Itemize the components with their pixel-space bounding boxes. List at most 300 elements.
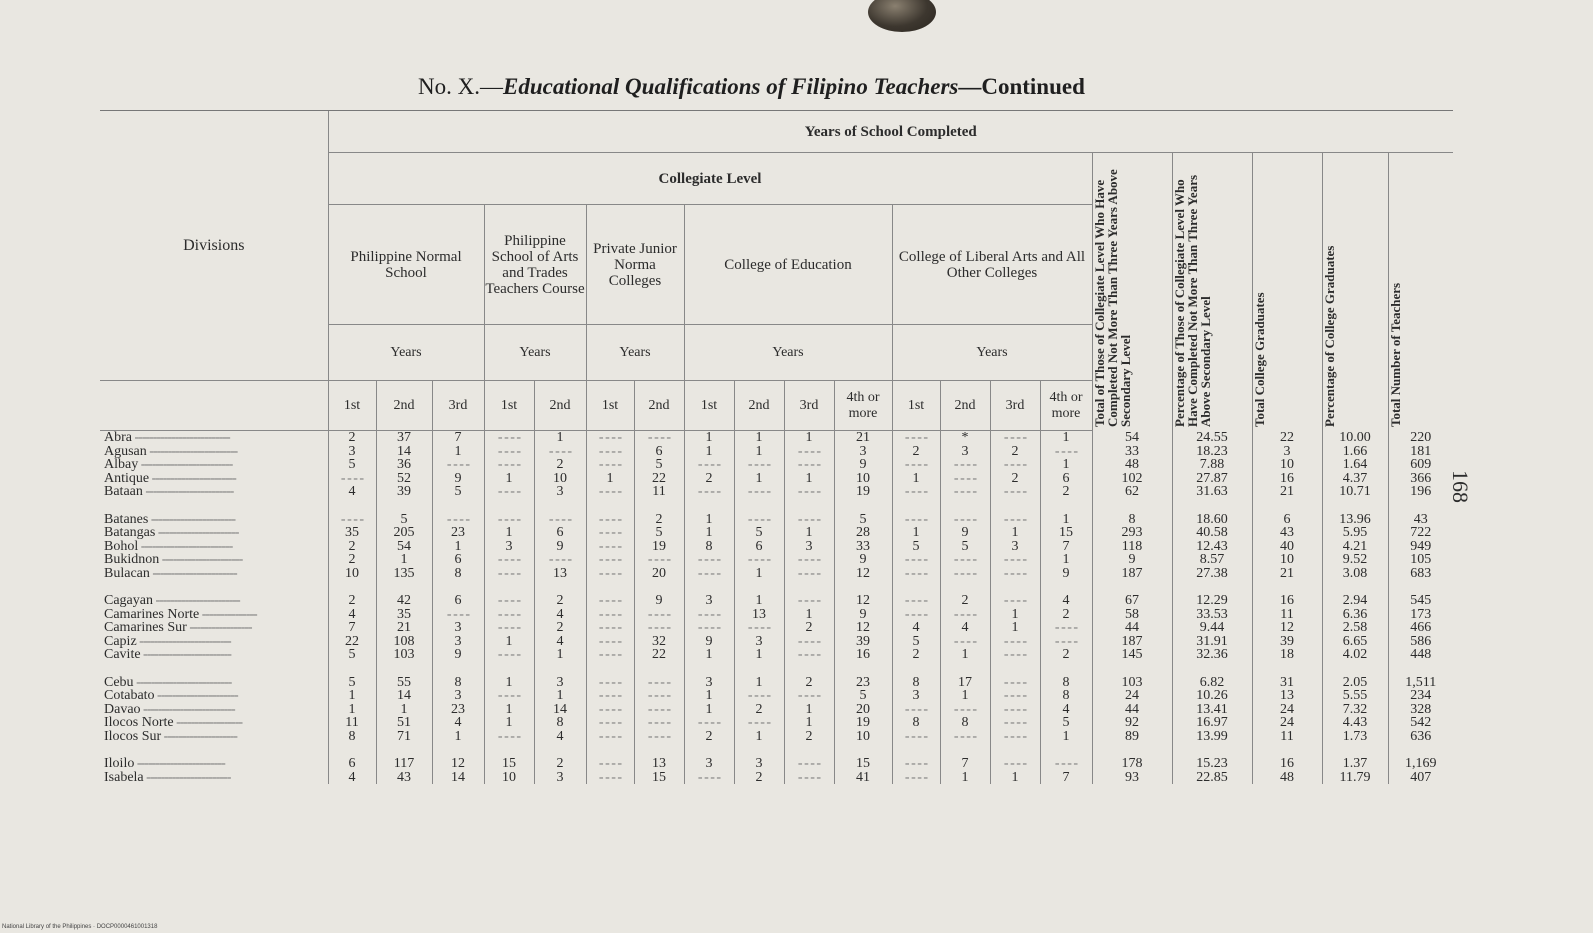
cell: 4 bbox=[328, 485, 376, 499]
leader-dots: --------------- bbox=[199, 607, 257, 621]
cell: 2 bbox=[634, 513, 684, 527]
cell: - - - - bbox=[892, 608, 940, 622]
leader-dots: ---------------------- bbox=[159, 553, 243, 567]
cell: 2.94 bbox=[1322, 594, 1388, 608]
year-cla-1: 1st bbox=[892, 381, 940, 431]
cell: 1 bbox=[328, 703, 376, 717]
gap-cell bbox=[432, 662, 484, 676]
gap-cell bbox=[990, 743, 1040, 757]
cell: - - - - bbox=[940, 567, 990, 581]
cell: - - - - bbox=[484, 553, 534, 567]
division-name: Davao ------------------------- bbox=[104, 702, 235, 716]
cell: - - - - bbox=[892, 458, 940, 472]
gap-cell bbox=[990, 662, 1040, 676]
cell: 1 bbox=[784, 608, 834, 622]
cell: 48 bbox=[1252, 771, 1322, 785]
gap-cell bbox=[586, 580, 634, 594]
cell: 5 bbox=[940, 540, 990, 554]
gap-cell bbox=[834, 499, 892, 513]
cell: 1 bbox=[376, 703, 432, 717]
cell: 4 bbox=[534, 730, 586, 744]
cell: 21 bbox=[376, 621, 432, 635]
cell: 4 bbox=[328, 608, 376, 622]
cell: - - - - bbox=[892, 485, 940, 499]
cell: 181 bbox=[1388, 445, 1453, 459]
cell: - - - - bbox=[484, 608, 534, 622]
cell: 20 bbox=[834, 703, 892, 717]
gap-cell bbox=[892, 662, 940, 676]
cell: 2 bbox=[328, 540, 376, 554]
cell: 24 bbox=[1252, 703, 1322, 717]
leader-dots: ------------------ bbox=[173, 716, 243, 730]
cell: - - - - bbox=[586, 485, 634, 499]
table-row bbox=[100, 445, 1453, 459]
cell: 1 bbox=[1040, 431, 1092, 445]
cell: 8 bbox=[892, 676, 940, 690]
cell: 1.73 bbox=[1322, 730, 1388, 744]
cell: - - - - bbox=[634, 703, 684, 717]
cell: 2 bbox=[892, 445, 940, 459]
cell: 542 bbox=[1388, 716, 1453, 730]
cell: 1 bbox=[684, 431, 734, 445]
header-total-grad: Total College Graduates bbox=[1252, 153, 1322, 431]
cell: - - - - bbox=[684, 485, 734, 499]
cell: - - - - bbox=[586, 689, 634, 703]
cell: - - - - bbox=[484, 431, 534, 445]
table-row bbox=[100, 648, 1453, 662]
cell: - - - - bbox=[990, 703, 1040, 717]
cell: 4.37 bbox=[1322, 472, 1388, 486]
cell: 1 bbox=[534, 431, 586, 445]
gap-cell bbox=[376, 743, 432, 757]
cell: 6.65 bbox=[1322, 635, 1388, 649]
cell: 43 bbox=[1252, 526, 1322, 540]
cell: 2 bbox=[534, 757, 586, 771]
division-name: Abra -------------------------- bbox=[104, 430, 230, 445]
gap-cell bbox=[734, 743, 784, 757]
cell: 3 bbox=[484, 540, 534, 554]
gap-cell bbox=[432, 499, 484, 513]
leader-dots: ----------------------- bbox=[149, 566, 237, 580]
cell: 1 bbox=[484, 716, 534, 730]
leader-dots: ----------------------- bbox=[148, 512, 236, 526]
year-ce-4: 4th or more bbox=[834, 381, 892, 431]
cell: - - - - bbox=[484, 648, 534, 662]
cell: 7 bbox=[432, 431, 484, 445]
cell: 9 bbox=[834, 458, 892, 472]
cell: 4 bbox=[534, 608, 586, 622]
table-row bbox=[100, 608, 1453, 622]
gap-cell bbox=[1252, 743, 1322, 757]
cell: - - - - bbox=[784, 594, 834, 608]
division-name: Cagayan ----------------------- bbox=[104, 594, 240, 608]
gap-cell bbox=[376, 662, 432, 676]
cell: 10 bbox=[834, 730, 892, 744]
cell: - - - - bbox=[634, 676, 684, 690]
cell: 586 bbox=[1388, 635, 1453, 649]
cell: - - - - bbox=[990, 513, 1040, 527]
cell: 44 bbox=[1092, 703, 1172, 717]
cell: - - - - bbox=[1040, 445, 1092, 459]
cell: 407 bbox=[1388, 771, 1453, 785]
cell: 93 bbox=[1092, 771, 1172, 785]
leader-dots: ------------------------ bbox=[146, 444, 238, 458]
leader-dots: ----------------- bbox=[186, 621, 252, 635]
cell: 48 bbox=[1092, 458, 1172, 472]
cell: 187 bbox=[1092, 567, 1172, 581]
cell: - - - - bbox=[586, 553, 634, 567]
cell: 8 bbox=[534, 716, 586, 730]
cell: - - - - bbox=[734, 621, 784, 635]
cell: 62 bbox=[1092, 485, 1172, 499]
leader-dots: ------------------------- bbox=[136, 634, 231, 648]
cell: 1.64 bbox=[1322, 458, 1388, 472]
cell: 6.82 bbox=[1172, 676, 1252, 690]
leader-dots: ---------------------- bbox=[154, 689, 238, 703]
gap-cell bbox=[1252, 499, 1322, 513]
gap-cell bbox=[1172, 743, 1252, 757]
cell: 949 bbox=[1388, 540, 1453, 554]
header-psat: Philippine School of Arts and Trades Teachers Course bbox=[484, 205, 586, 325]
cell: - - - - bbox=[892, 594, 940, 608]
table-row bbox=[100, 771, 1453, 785]
cell: - - - - bbox=[892, 703, 940, 717]
header-years-completed: Years of School Completed bbox=[328, 111, 1453, 153]
cell: 12.43 bbox=[1172, 540, 1252, 554]
cell: 21 bbox=[834, 431, 892, 445]
table-row bbox=[100, 567, 1453, 581]
cell: 1.37 bbox=[1322, 757, 1388, 771]
cell: 2 bbox=[1040, 648, 1092, 662]
cell: 8 bbox=[684, 540, 734, 554]
division-name: Ilocos Norte ------------------ bbox=[104, 716, 243, 730]
gap-cell bbox=[684, 580, 734, 594]
division-name: Cotabato ---------------------- bbox=[104, 689, 238, 703]
cell: 3 bbox=[534, 676, 586, 690]
leader-dots: -------------------------- bbox=[133, 675, 232, 689]
cell: 722 bbox=[1388, 526, 1453, 540]
cell: - - - - bbox=[586, 540, 634, 554]
cell: 4.43 bbox=[1322, 716, 1388, 730]
table-row bbox=[100, 540, 1453, 554]
header-ce: College of Education bbox=[684, 205, 892, 325]
cell: - - - - bbox=[586, 621, 634, 635]
cell: - - - - bbox=[432, 513, 484, 527]
cell: 11 bbox=[1252, 730, 1322, 744]
cell: 19 bbox=[834, 716, 892, 730]
cell: 67 bbox=[1092, 594, 1172, 608]
cell: 1 bbox=[684, 445, 734, 459]
cell: 187 bbox=[1092, 635, 1172, 649]
division-name: Bohol ------------------------- bbox=[104, 539, 233, 553]
cell: 18.60 bbox=[1172, 513, 1252, 527]
cell: 6 bbox=[1252, 513, 1322, 527]
year-ce-2: 2nd bbox=[734, 381, 784, 431]
header-pct-grad: Percentage of College Graduates bbox=[1322, 153, 1388, 431]
gap-cell bbox=[892, 743, 940, 757]
cell: 7.88 bbox=[1172, 458, 1252, 472]
gap-cell bbox=[1388, 743, 1453, 757]
cell: - - - - bbox=[784, 757, 834, 771]
cell: - - - - bbox=[990, 553, 1040, 567]
cell: 1 bbox=[734, 445, 784, 459]
gap-cell bbox=[684, 743, 734, 757]
cell: 135 bbox=[376, 567, 432, 581]
gap-cell bbox=[634, 662, 684, 676]
cell: - - - - bbox=[784, 648, 834, 662]
cell: - - - - bbox=[586, 431, 634, 445]
cell: 609 bbox=[1388, 458, 1453, 472]
cell: 13 bbox=[734, 608, 784, 622]
cell: 118 bbox=[1092, 540, 1172, 554]
cell: 31.91 bbox=[1172, 635, 1252, 649]
cell: 196 bbox=[1388, 485, 1453, 499]
gap-cell bbox=[684, 662, 734, 676]
cell: 293 bbox=[1092, 526, 1172, 540]
cell: 3 bbox=[734, 757, 784, 771]
cell: 4.02 bbox=[1322, 648, 1388, 662]
gap-cell bbox=[100, 580, 328, 594]
cell: 466 bbox=[1388, 621, 1453, 635]
gap-cell bbox=[940, 580, 990, 594]
cell: 6 bbox=[634, 445, 684, 459]
cell: 43 bbox=[1388, 513, 1453, 527]
header-years-psat: Years bbox=[484, 325, 586, 381]
cell: 55 bbox=[376, 676, 432, 690]
table-row bbox=[100, 635, 1453, 649]
cell: - - - - bbox=[940, 608, 990, 622]
cell: 39 bbox=[834, 635, 892, 649]
cell: 5 bbox=[376, 513, 432, 527]
cell: - - - - bbox=[586, 567, 634, 581]
cell: 1 bbox=[484, 526, 534, 540]
cell: 31 bbox=[1252, 676, 1322, 690]
table-row bbox=[100, 458, 1453, 472]
leader-dots: ------------------------ bbox=[142, 485, 234, 499]
cell: - - - - bbox=[684, 716, 734, 730]
cell: - - - - bbox=[734, 716, 784, 730]
gap-cell bbox=[940, 743, 990, 757]
title-continued: —Continued bbox=[958, 74, 1085, 99]
cell: 5 bbox=[328, 458, 376, 472]
cell: 7 bbox=[1040, 771, 1092, 785]
leader-dots: ---------------------- bbox=[155, 526, 239, 540]
cell: - - - - bbox=[734, 458, 784, 472]
cell: - - - - bbox=[484, 458, 534, 472]
cell: 5 bbox=[834, 513, 892, 527]
cell: - - - - bbox=[784, 485, 834, 499]
header-years-ce: Years bbox=[684, 325, 892, 381]
gap-cell bbox=[484, 499, 534, 513]
cell: 2 bbox=[784, 676, 834, 690]
gap-cell bbox=[328, 499, 376, 513]
cell: 22 bbox=[634, 648, 684, 662]
cell: 54 bbox=[376, 540, 432, 554]
cell: 1 bbox=[990, 608, 1040, 622]
row-gap bbox=[100, 743, 1453, 757]
cell: 1 bbox=[1040, 458, 1092, 472]
cell: 2 bbox=[534, 621, 586, 635]
cell: 2 bbox=[990, 445, 1040, 459]
cell: 5 bbox=[634, 458, 684, 472]
cell: 10 bbox=[484, 771, 534, 785]
cell: 4 bbox=[1040, 703, 1092, 717]
header-pct-three: Percentage of Those of Collegiate Level Who Have Completed Not More Than Three Years Above Secondary Level bbox=[1172, 153, 1252, 431]
cell: - - - - bbox=[734, 485, 784, 499]
cell: 1 bbox=[1040, 553, 1092, 567]
cell: 9 bbox=[432, 648, 484, 662]
year-ce-3: 3rd bbox=[784, 381, 834, 431]
cell: 1 bbox=[534, 648, 586, 662]
cell: - - - - bbox=[990, 730, 1040, 744]
cell: - - - - bbox=[990, 716, 1040, 730]
cell: 16 bbox=[1252, 594, 1322, 608]
cell: - - - - bbox=[990, 676, 1040, 690]
cell: 3 bbox=[432, 689, 484, 703]
cell: 6 bbox=[432, 594, 484, 608]
cell: 1 bbox=[892, 526, 940, 540]
gap-cell bbox=[634, 743, 684, 757]
year-psat-2: 2nd bbox=[534, 381, 586, 431]
gap-cell bbox=[1040, 662, 1092, 676]
gap-cell bbox=[484, 743, 534, 757]
cell: - - - - bbox=[892, 771, 940, 785]
cell: - - - - bbox=[784, 513, 834, 527]
year-cla-4: 4th or more bbox=[1040, 381, 1092, 431]
cell: - - - - bbox=[432, 458, 484, 472]
leader-dots: ----------------------- bbox=[143, 770, 231, 784]
cell: 6 bbox=[734, 540, 784, 554]
cell: 1 bbox=[484, 703, 534, 717]
cell: 22 bbox=[328, 635, 376, 649]
cell: 8 bbox=[940, 716, 990, 730]
cell: 1 bbox=[734, 676, 784, 690]
cell: 2 bbox=[684, 730, 734, 744]
cell: - - - - bbox=[1040, 757, 1092, 771]
ink-blot bbox=[868, 0, 936, 32]
cell: 3 bbox=[534, 771, 586, 785]
table-row bbox=[100, 689, 1453, 703]
cell: 2 bbox=[1040, 485, 1092, 499]
division-name: Iloilo ------------------------ bbox=[104, 757, 225, 771]
cell: 11 bbox=[634, 485, 684, 499]
table-row bbox=[100, 730, 1453, 744]
cell: 92 bbox=[1092, 716, 1172, 730]
cell: 1 bbox=[684, 526, 734, 540]
cell: 24 bbox=[1252, 716, 1322, 730]
cell: 35 bbox=[328, 526, 376, 540]
cell: - - - - bbox=[586, 703, 634, 717]
cell: 117 bbox=[376, 757, 432, 771]
cell: 102 bbox=[1092, 472, 1172, 486]
table-row bbox=[100, 526, 1453, 540]
cell: - - - - bbox=[990, 689, 1040, 703]
cell: - - - - bbox=[484, 445, 534, 459]
cell: 1 bbox=[484, 472, 534, 486]
header-years-pns: Years bbox=[328, 325, 484, 381]
cell: 4 bbox=[892, 621, 940, 635]
cell: - - - - bbox=[684, 553, 734, 567]
gap-cell bbox=[1172, 662, 1252, 676]
cell: - - - - bbox=[634, 689, 684, 703]
header-total-teachers: Total Number of Teachers bbox=[1388, 153, 1453, 431]
gap-cell bbox=[834, 580, 892, 594]
year-pns-2: 2nd bbox=[376, 381, 432, 431]
gap-cell bbox=[1040, 580, 1092, 594]
cell: 1 bbox=[940, 771, 990, 785]
page-number: 168 bbox=[1448, 470, 1473, 503]
qualifications-table-wrapper bbox=[100, 110, 1453, 784]
gap-cell bbox=[940, 662, 990, 676]
cell: 13.99 bbox=[1172, 730, 1252, 744]
cell: 44 bbox=[1092, 621, 1172, 635]
cell: 2 bbox=[534, 458, 586, 472]
cell: 5 bbox=[1040, 716, 1092, 730]
cell: - - - - bbox=[586, 757, 634, 771]
cell: 1,511 bbox=[1388, 676, 1453, 690]
cell: - - - - bbox=[684, 771, 734, 785]
cell: 1 bbox=[684, 703, 734, 717]
cell: 42 bbox=[376, 594, 432, 608]
cell: 5 bbox=[328, 648, 376, 662]
cell: 40.58 bbox=[1172, 526, 1252, 540]
cell: 2 bbox=[734, 703, 784, 717]
cell: 3 bbox=[734, 635, 784, 649]
cell: 1 bbox=[586, 472, 634, 486]
cell: 4 bbox=[534, 635, 586, 649]
cell: 3 bbox=[892, 689, 940, 703]
cell: - - - - bbox=[634, 553, 684, 567]
cell: 2 bbox=[784, 621, 834, 635]
cell: 234 bbox=[1388, 689, 1453, 703]
cell: 12 bbox=[834, 567, 892, 581]
cell: 3 bbox=[432, 635, 484, 649]
header-total-three: Total of Those of Collegiate Level Who Have Completed Not More Than Three Years Above Secondary Level bbox=[1092, 153, 1172, 431]
row-gap bbox=[100, 499, 1453, 513]
cell: 205 bbox=[376, 526, 432, 540]
header-pjn: Private Junior Norma Colleges bbox=[586, 205, 684, 325]
title-text: Educational Qualifications of Filipino Teachers bbox=[502, 74, 959, 99]
gap-cell bbox=[100, 743, 328, 757]
gap-cell bbox=[328, 662, 376, 676]
cell: 1 bbox=[534, 689, 586, 703]
year-pns-1: 1st bbox=[328, 381, 376, 431]
gap-cell bbox=[100, 499, 328, 513]
cell: 40 bbox=[1252, 540, 1322, 554]
cell: 2 bbox=[940, 594, 990, 608]
gap-cell bbox=[1172, 580, 1252, 594]
cell: - - - - bbox=[586, 594, 634, 608]
cell: 145 bbox=[1092, 648, 1172, 662]
cell: 5 bbox=[892, 540, 940, 554]
cell: 6 bbox=[328, 757, 376, 771]
gap-cell bbox=[432, 580, 484, 594]
cell: - - - - bbox=[586, 513, 634, 527]
table-row bbox=[100, 553, 1453, 567]
cell: 220 bbox=[1388, 431, 1453, 445]
cell: 2.05 bbox=[1322, 676, 1388, 690]
gap-cell bbox=[940, 499, 990, 513]
header-divisions: Divisions bbox=[100, 111, 328, 381]
cell: 4.21 bbox=[1322, 540, 1388, 554]
cell: 18.23 bbox=[1172, 445, 1252, 459]
cell: - - - - bbox=[784, 689, 834, 703]
cell: 1 bbox=[734, 567, 784, 581]
cell: 16.97 bbox=[1172, 716, 1252, 730]
gap-cell bbox=[534, 580, 586, 594]
table-row bbox=[100, 472, 1453, 486]
cell: 13 bbox=[634, 757, 684, 771]
